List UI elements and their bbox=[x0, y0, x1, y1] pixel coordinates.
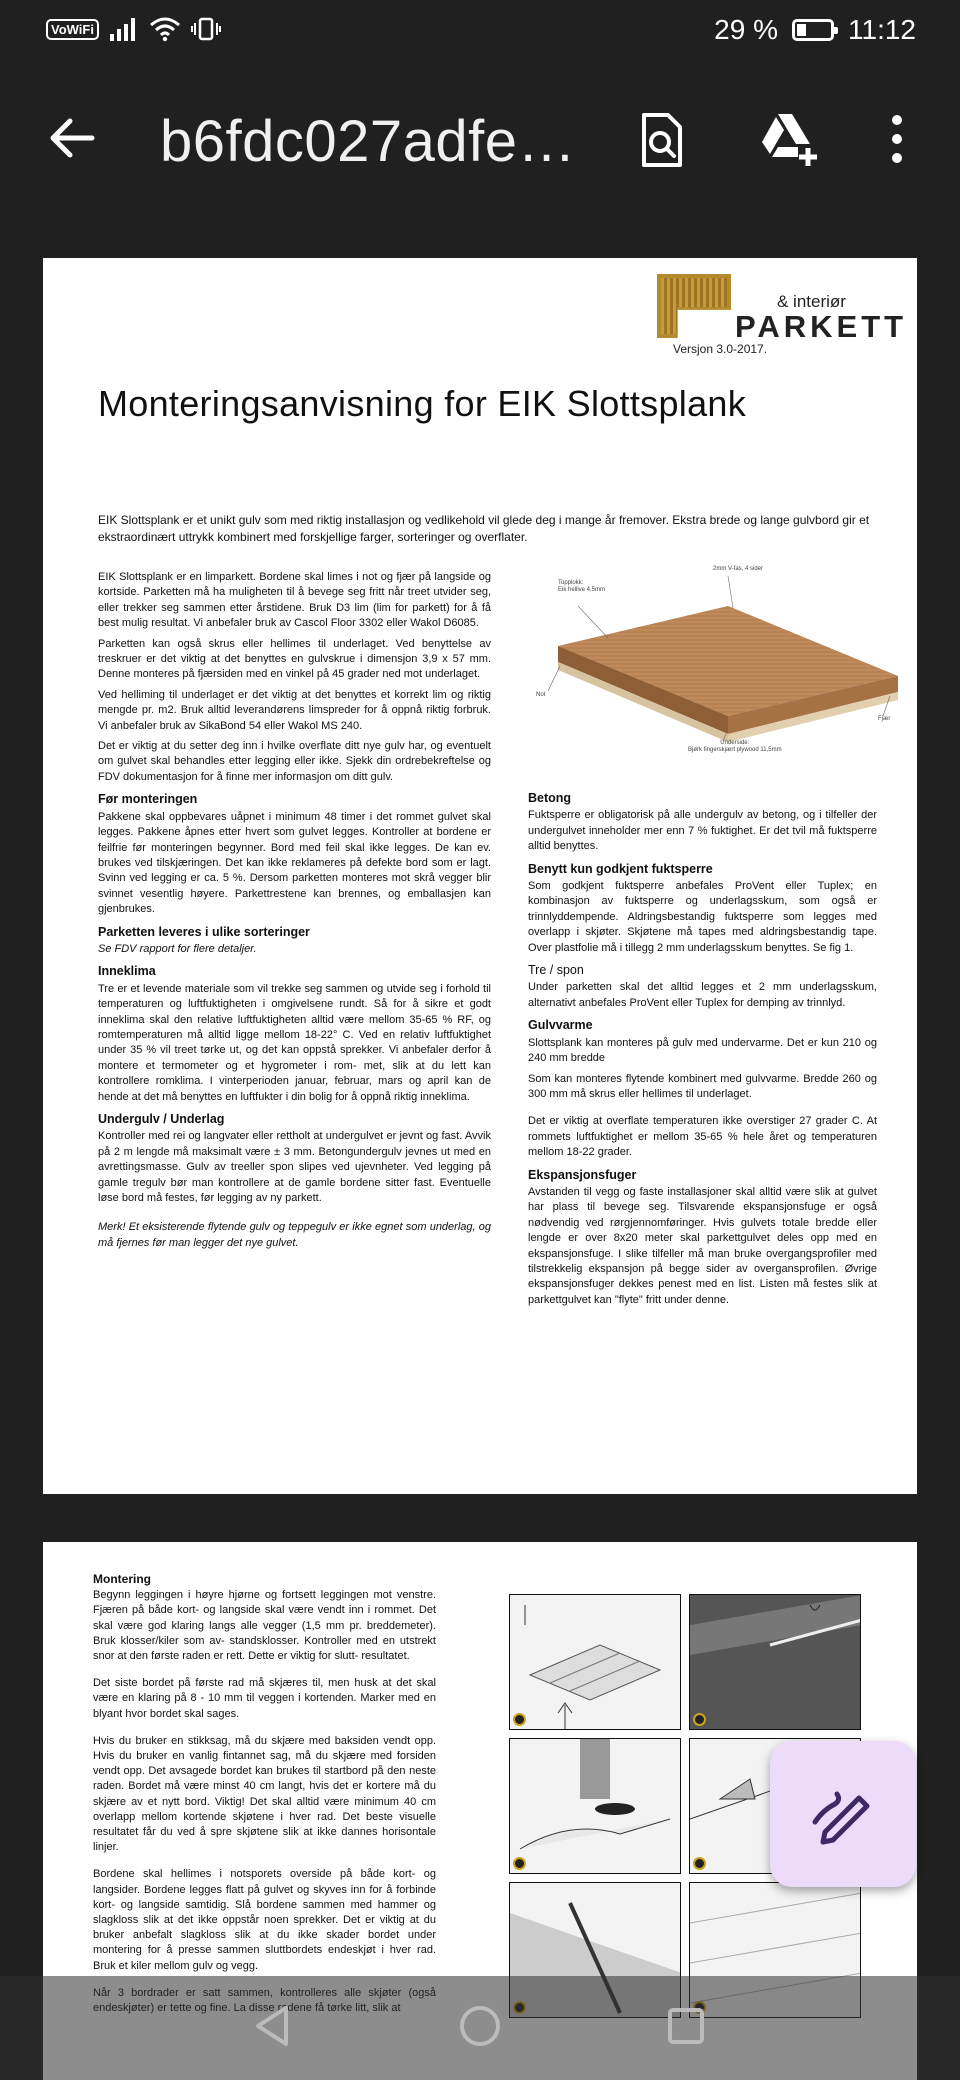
illustration-label: Underside: Bjørk fingerskjært plywood 11,5mm bbox=[688, 740, 782, 753]
nav-home-icon[interactable] bbox=[458, 2004, 502, 2048]
paragraph: Se FDV rapport for flere detaljer. bbox=[98, 942, 257, 955]
section-heading: Tre / spon bbox=[528, 963, 584, 978]
nav-recents-icon[interactable] bbox=[666, 2006, 706, 2046]
figure-1 bbox=[509, 1594, 681, 1730]
pdf-page-1 bbox=[43, 258, 917, 1494]
section-heading: Før monteringen bbox=[98, 792, 198, 807]
paragraph: Bordene skal hellimes i notsporets overside på både kort- og langsider. Bordene legges flatt på gulvet og skyves inn for å forbinde kort- og langside samtidig. Slå bordene sammen med hammer og slagkloss slik at det ikke oppstår noen sprekker. Det er viktig at du bruker anbefalt slagkloss slik at du ikke skader bordet under montering for å presse sammen sluttbordets endeskjøt i hver rad. Bruk et kiler mellom gulv og vegg. bbox=[93, 1868, 436, 1972]
annotate-button[interactable] bbox=[770, 1741, 916, 1887]
paragraph: Begynn leggingen i høyre hjørne og fortsett leggingen mot venstre. Fjæren på både kort- og langside skal være vendt inn i rommet. Det skal være god klaring langs alle vegger (1,5 mm pr. breddemeter). Bruk klosser/kiler som av- standsklosser. Kontroller med en utstrekt snor at den første raden er rett. Dette er viktig for slutt- resultatet. bbox=[93, 1589, 436, 1663]
illustration-label: 2mm V-fas, 4 sider bbox=[713, 566, 764, 572]
section-heading: Undergulv / Underlag bbox=[98, 1112, 225, 1126]
logo-brand: PARKETT bbox=[735, 309, 908, 344]
document-title: b6fdc027adfe… bbox=[160, 109, 577, 174]
paragraph: Tre er et levende materiale som vil trekke seg sammen og utvide seg i forhold til temperaturen og luftfuktigheten i omgivelsene rundt. Så for å sikre et godt inneklima skal den relative luftfuktigheten alltid være mellom 35-65 % RF, og romtemperaturen må alltid ligge mellom 18-22° C. Ved en relativ luftfuktighet under 35 % vil treet tørke ut, og det kan oppstå sprekker. Vi anbefaler derfor å montere et termometer og et hygrometer i rom- met, slik at du lett kan kontrollere romklima. I vinterperioden januar, februar, mars og april kan de hende at det må benyttes en luftfukter i din bolig for å oppnå riktig inneklima. bbox=[98, 982, 491, 1103]
paragraph: Avstanden til vegg og faste installasjoner skal alltid være slik at gulvet har plass til bevege seg. Tilsvarende ekspansjonsfuge er også nødvendig ved rørgjennomføringer. Hvis gulvets totale bredde eller lengde er over 8x20 meter skal parkettgulvet deles opp med en ekspansjonsfuge. I slike tilfeller må man bruke overgangsprofiler med tilstrekkelig ekspansjon på begge sider av overgansprofilen. Øvrige ekspansjonsfuger dekkes penest med en list. Listen må festes slik at parkettgulvet kan "flyte" fritt under denne. bbox=[528, 1185, 877, 1306]
paragraph: Kontroller med rei og langvater eller rettholt at undergulvet er jevnt og fast. Avvik på 2 m lengde må maksimalt være ± 3 mm. Betongundergulv jevnes ut med en avrettingsmasse. Gulv av treeller spon slipes ved ujevnheter. Ved legging på gamle tregulv bør man kontrollere at de gamle bordene sitter fast. Eventuelle løse bord må festes, før legging av ny parkett. bbox=[98, 1130, 491, 1205]
paragraph: Som godkjent fuktsperre anbefales ProVent eller Tuplex; en kombinasjon av fuktsperre og underlagsskum, som også er trinnlyddempende. Aldringsbestandig fuktsperre som legges med overlapp i skjøter. Skjøtene må tapes med aldringsbestandig tape. Over plastfolie må i tillegg 2 mm underlagsskum benyttes. Se fig 1. bbox=[528, 880, 877, 954]
paragraph: Som kan monteres flytende kombinert med gulvvarme. Bredde 260 og 300 mm må skrus eller hellimes til underlaget. bbox=[528, 1072, 877, 1100]
section-heading: Parketten leveres i ulike sorteringer bbox=[98, 924, 310, 939]
more-options-icon[interactable] bbox=[890, 114, 904, 164]
status-bar bbox=[0, 0, 960, 68]
parkett-logo bbox=[657, 274, 908, 356]
right-column bbox=[528, 784, 877, 1313]
plank-drawing bbox=[528, 566, 900, 756]
plank-illustration bbox=[528, 566, 900, 756]
intro-paragraph: EIK Slottsplank er et unikt gulv som med riktig installasjon og vedlikehold vil glede deg i mange år fremover. Ekstra brede og lange gulvbord gir et ekstraordinært uttrykk kombinert med forskjellige farger, sorteringer og overflater. bbox=[98, 513, 870, 544]
paragraph: Parketten kan også skrus eller hellimes til underlaget. Ved benyttelse av treskruer er det viktig at det benyttes en gulvskrue i dimensjon 3,9 x 57 mm. Denne monteres på fjærsiden med en vinkel på 45 grader ned mot underlaget. bbox=[98, 637, 491, 681]
system-navigation-bar bbox=[0, 1976, 960, 2080]
battery-percent: 29 % bbox=[714, 14, 778, 45]
section-heading: Montering bbox=[93, 1572, 151, 1586]
figure-number-badge bbox=[693, 1857, 706, 1870]
illustration-label: Not bbox=[536, 692, 546, 698]
left-column bbox=[98, 570, 491, 1256]
clock: 11:12 bbox=[848, 14, 916, 45]
nav-back-icon[interactable] bbox=[252, 2004, 292, 2048]
figure-3 bbox=[509, 1738, 681, 1874]
back-arrow-icon[interactable] bbox=[48, 115, 96, 161]
note-paragraph: Merk! Et eksisterende flytende gulv og teppegulv er ikke egnet som underlag, og må fjernes før man legger det nye gulvet. bbox=[98, 1221, 491, 1249]
figure-number-badge bbox=[693, 1713, 706, 1726]
section-heading: Gulvvarme bbox=[528, 1018, 593, 1033]
paragraph: Hvis du bruker en stikksag, må du skjære med baksiden vendt opp. Hvis du bruker en vanlig fintannet sag, må du skjære med forsiden vendt opp. Det avsagede bordet kan brukes til startbord på den neste raden. Bordet må være minst 40 cm langt, hvis det er kortere må du skjære av et nytt bord. Viktig! Det skal alltid være minimum 40 cm overlapp mellom kortende skjøtene i hver rad. Det beste visuelle resultatet får du ved å spre skjøtene slik at ikke dannes horisontale linjer. bbox=[93, 1734, 436, 1854]
pen-edit-icon bbox=[811, 1782, 875, 1846]
illustration-label: Topplokk: Eik hellive 4,5mm bbox=[558, 580, 606, 593]
paragraph: Det siste bordet på første rad må skjæres til, men husk at det skal være en klaring på 8 - 10 mm til veggen i kortenden. Marker med en blyant hvor bordet skal sages. bbox=[93, 1677, 436, 1720]
paragraph: Slottsplank kan monteres på gulv med undervarme. Det er kun 210 og 240 mm bredde bbox=[528, 1036, 877, 1065]
section-heading: Betong bbox=[528, 791, 572, 805]
vowifi-badge: VoWiFi bbox=[46, 19, 99, 40]
logo-subtitle: & interiør bbox=[777, 292, 846, 311]
section-heading: Benytt kun godkjent fuktsperre bbox=[528, 861, 713, 876]
document-version: Versjon 3.0-2017. bbox=[673, 342, 768, 356]
montering-column bbox=[93, 1572, 436, 2028]
status-left bbox=[46, 16, 221, 42]
figure-number-badge bbox=[513, 1713, 526, 1726]
paragraph: Ved helliming til underlaget er det viktig at det benyttes et korrekt lim og riktig mengde pr. m2. Bruk alltid leverandørens limspreder for å oppnå riktig forbruk. Vi anbefaler bruk av SikaBond 54 eller Wakol MS 240. bbox=[98, 688, 491, 732]
illustration-label: Fjær bbox=[878, 716, 891, 722]
section-heading: Ekspansjonsfuger bbox=[528, 1167, 637, 1182]
signal-icon bbox=[109, 16, 139, 42]
vibrate-icon bbox=[191, 16, 221, 42]
add-to-drive-icon[interactable] bbox=[758, 112, 820, 166]
page-title: Monteringsanvisning for EIK Slottsplank bbox=[98, 383, 747, 424]
paragraph: EIK Slottsplank er en limparkett. Bordene skal limes i not og fjær på langside og kortside. Parketten må ha muligheten til å bevege seg fritt når treet utvider seg, eller trekker seg sammen etter årstidene. Bruk D3 lim (lim for parkett) for å få best mulig resultat. Vi anbefaler bruk av Cascol Floor 3302 eller Wakol D6085. bbox=[98, 571, 491, 630]
paragraph: Under parketten skal det alltid legges et 2 mm underlagsskum, alternativt anbefales ProVent eller Tuplex for demping av trinnlyd. bbox=[528, 981, 877, 1009]
search-in-document-icon[interactable] bbox=[638, 112, 684, 168]
figure-number-badge bbox=[513, 1857, 526, 1870]
paragraph: Det er viktig at du setter deg inn i hvilke overflate ditt nye gulv har, og eventuelt om gulvet skal behandles etter legging eller ikke. Sjekk din ordrebekreftelse og FDV dokumentasjon for å finne mer informasjon om ditt gulv. bbox=[98, 740, 491, 783]
battery-icon bbox=[792, 19, 834, 41]
app-toolbar bbox=[0, 70, 960, 210]
status-right bbox=[714, 14, 916, 46]
paragraph: Pakkene skal oppbevares uåpnet i minimum 48 timer i det rommet gulvet skal legges. Pakkene åpnes etter hvert som gulvet legges. Kontroller at bordene er feilfrie før monteringen begynner. Bord med feil skal ikke legges. De kan ev. brukes ved tilskjæringen. Det kan ikke reklameres på defekte bord som er lagt. Svinn ved legging er ca. 5 %. Dersom parketten monteres mot skrå vegger blir svinnet vesentlig høyere. Parkettrestene kan brennes, og emballasjen kan gjenbrukes. bbox=[98, 810, 491, 916]
wifi-icon bbox=[149, 16, 181, 42]
paragraph: Fuktsperre er obligatorisk på alle undergulv av betong, og i tilfeller der undergulvet inneholder mer enn 7 % fuktighet. Er det tvil må fuktsperre alltid benyttes. bbox=[528, 809, 877, 853]
figure-2 bbox=[689, 1594, 861, 1730]
section-heading: Inneklima bbox=[98, 964, 156, 979]
paragraph: Det er viktig at overflate temperaturen ikke overstiger 27 grader C. At rommets luftfuktighet er mellom 35-65 % hele året og temperaturen mellom 18-22 grader. bbox=[528, 1115, 877, 1159]
